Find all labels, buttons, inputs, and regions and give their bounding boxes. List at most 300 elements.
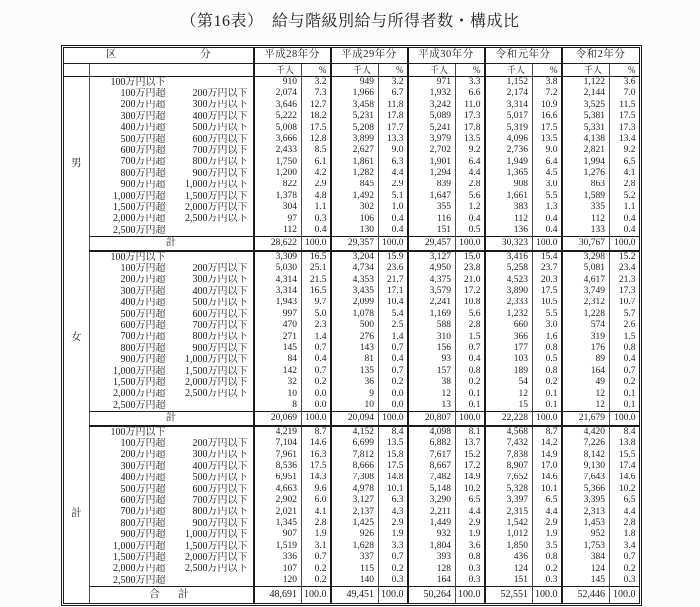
value-thousands: 145 [254,343,302,354]
value-percent: 3.0 [533,320,562,331]
value-thousands: 3,416 [485,251,533,263]
salary-table-container [63,47,640,604]
value-thousands: 3,666 [254,134,302,145]
value-percent: 10.7 [610,298,639,309]
value-thousands: 1,282 [331,168,379,179]
value-percent: 2.9 [379,518,408,529]
value-percent: 8.4 [379,426,408,438]
value-thousands: 7,838 [485,450,533,461]
value-percent: 0.5 [456,225,485,237]
value-percent: 14.8 [379,473,408,484]
value-thousands: 157 [408,366,456,377]
bracket-lower: 800万円超 [120,168,166,179]
total-thousands: 48,691 [254,587,302,604]
bracket-label [89,575,254,587]
bracket-label [89,168,254,179]
value-thousands: 1,228 [562,309,610,320]
value-thousands: 276 [331,332,379,343]
value-percent: 16.3 [302,450,331,461]
value-percent: 17.3 [610,123,639,134]
bracket-upper: 400万円以下 [192,286,248,297]
value-percent: 13.8 [610,438,639,449]
value-thousands: 10 [254,389,302,400]
value-percent: 2.8 [610,518,639,529]
bracket-lower: 1,500万円超 [113,552,166,563]
bracket-label [89,320,254,331]
total-label: 合 計 [89,587,254,604]
value-thousands: 7,961 [254,450,302,461]
total-percent: 100.0 [456,587,485,604]
value-thousands: 12 [562,389,610,400]
bracket-lower: 1,500万円超 [113,377,166,388]
value-thousands: 1,589 [562,191,610,202]
table-row [64,354,639,365]
value-percent: 0.3 [456,575,485,587]
table-row [64,145,639,156]
value-percent: 5.4 [379,309,408,320]
category-header-right: 分 [200,49,211,61]
total-percent: 100.0 [533,587,562,604]
bracket-upper: 200万円以下 [192,438,248,450]
bracket-label [89,180,254,191]
value-percent: 2.8 [610,180,639,191]
table-row [64,332,639,343]
value-thousands: 1,850 [485,541,533,552]
bracket-label [89,473,254,484]
value-thousands: 2,702 [408,145,456,156]
bracket-upper: 900万円以下 [192,168,248,179]
value-thousands: 355 [408,202,456,213]
value-thousands: 3,890 [485,286,533,297]
table-row [64,552,639,563]
value-thousands: 1,943 [254,298,302,309]
total-thousands: 22,228 [485,412,533,426]
value-percent: 0.2 [610,377,639,388]
value-thousands: 1,753 [562,541,610,552]
table-row [64,100,639,111]
value-percent: 0.8 [456,366,485,377]
unit-percent-label: % [456,64,485,77]
value-percent: 2.6 [610,320,639,331]
value-percent: 5.7 [610,309,639,320]
value-percent: 0.4 [456,354,485,365]
value-thousands: 588 [408,320,456,331]
bracket-label [89,377,254,388]
value-percent: 3.0 [533,180,562,191]
value-percent: 0.5 [533,354,562,365]
value-percent: 7.0 [610,88,639,99]
value-thousands: 1,365 [485,168,533,179]
value-thousands: 822 [254,180,302,191]
value-thousands: 116 [408,214,456,225]
value-thousands: 1,122 [562,77,610,89]
value-thousands: 1,200 [254,168,302,179]
value-thousands: 660 [485,320,533,331]
value-thousands: 128 [408,564,456,575]
value-thousands: 574 [562,320,610,331]
value-percent: 5.1 [379,191,408,202]
value-thousands: 7,617 [408,450,456,461]
value-percent: 0.4 [533,214,562,225]
value-percent: 17.7 [379,123,408,134]
bracket-lower: 700万円超 [120,506,166,518]
value-thousands: 7,652 [485,473,533,484]
bracket-lower: 1,000万円超 [113,540,166,552]
units-spacer-group [64,64,89,77]
table-row [64,298,639,309]
value-percent: 23.6 [379,263,408,274]
table-row [64,529,639,540]
value-thousands: 3,298 [562,251,610,263]
value-percent: 3.2 [379,77,408,89]
value-thousands: 2,241 [408,298,456,309]
value-percent: 5.5 [533,309,562,320]
value-thousands: 393 [408,552,456,563]
value-thousands: 1,994 [562,157,610,168]
value-percent: 0.4 [610,214,639,225]
value-thousands: 910 [254,77,302,89]
value-percent: 0.7 [456,343,485,354]
value-percent: 15.2 [456,450,485,461]
value-percent: 4.4 [456,507,485,518]
bracket-lower: 2,000万円超 [113,213,166,225]
value-thousands: 932 [408,529,456,540]
value-thousands: 5,148 [408,484,456,495]
value-thousands: 5,008 [254,123,302,134]
bracket-label [89,263,254,274]
total-percent: 100.0 [302,237,331,251]
value-thousands: 124 [562,564,610,575]
bracket-upper: 800万円以下 [192,331,248,343]
total-thousands: 20,069 [254,412,302,426]
value-thousands: 4,314 [254,275,302,286]
total-percent: 100.0 [610,587,639,604]
value-thousands: 97 [254,214,302,225]
bracket-lower: 700万円超 [120,156,166,168]
value-percent: 2.8 [456,180,485,191]
value-thousands: 135 [331,366,379,377]
value-percent: 0.7 [302,343,331,354]
value-percent: 0.7 [302,552,331,563]
bracket-upper: 300万円以下 [192,449,248,461]
table-row [64,343,639,354]
value-percent: 0.0 [302,400,331,412]
value-percent: 15.0 [456,251,485,263]
page-title: （第16表） 給与階級別給与所得者数・構成比 [180,13,520,30]
value-percent: 1.9 [302,529,331,540]
table-body [64,77,639,604]
value-thousands: 5,241 [408,123,456,134]
value-thousands: 5,258 [485,263,533,274]
total-percent: 100.0 [379,237,408,251]
value-thousands: 1,345 [254,518,302,529]
group-label: 女 [64,251,89,426]
value-percent: 0.3 [610,575,639,587]
bracket-lower: 2,500万円超 [113,400,166,411]
value-thousands: 12 [408,389,456,400]
total-percent: 100.0 [533,237,562,251]
value-percent: 3.6 [456,541,485,552]
value-percent: 10.1 [379,484,408,495]
value-percent: 1.4 [379,332,408,343]
table-units-row [64,64,639,77]
value-thousands: 337 [331,552,379,563]
value-percent: 0.3 [456,564,485,575]
total-thousands: 52,446 [562,587,610,604]
table-row [64,134,639,145]
value-thousands: 143 [331,343,379,354]
value-thousands: 1,542 [485,518,533,529]
table-row [64,251,639,263]
value-thousands: 1,661 [485,191,533,202]
value-thousands: 8,536 [254,461,302,472]
value-percent: 17.8 [456,123,485,134]
value-percent: 14.9 [456,473,485,484]
value-thousands: 89 [562,354,610,365]
value-thousands: 952 [562,529,610,540]
bracket-lower: 500万円超 [120,308,166,320]
total-percent: 100.0 [302,587,331,604]
value-percent: 13.4 [610,134,639,145]
value-thousands: 1,232 [485,309,533,320]
bracket-lower: 100万円以下 [110,76,166,88]
value-percent: 0.1 [456,400,485,412]
value-percent: 10.2 [456,484,485,495]
value-thousands: 4,096 [485,134,533,145]
value-thousands: 5,231 [331,111,379,122]
value-percent: 2.3 [302,320,331,331]
value-percent: 8.5 [302,145,331,156]
value-thousands: 908 [485,180,533,191]
value-percent: 0.7 [379,366,408,377]
value-thousands: 4,420 [562,426,610,438]
bracket-lower: 700万円超 [120,331,166,343]
value-thousands: 500 [331,320,379,331]
value-thousands: 81 [331,354,379,365]
table-row [64,473,639,484]
value-thousands: 130 [331,225,379,237]
value-thousands: 3,242 [408,100,456,111]
value-percent: 21.7 [379,275,408,286]
value-percent: 15.2 [610,251,639,263]
value-percent: 6.3 [379,495,408,506]
value-thousands: 7,482 [408,473,456,484]
bracket-label [89,145,254,156]
bracket-lower: 600万円超 [120,145,166,157]
value-percent: 3.4 [610,541,639,552]
value-thousands: 5,381 [562,111,610,122]
value-percent: 0.1 [456,389,485,400]
value-percent: 3.3 [456,77,485,89]
value-thousands: 145 [562,575,610,587]
value-percent: 0.4 [302,225,331,237]
value-percent: 2.9 [533,518,562,529]
bracket-label [89,88,254,99]
table-row [64,438,639,449]
value-thousands: 470 [254,320,302,331]
value-percent: 1.0 [379,202,408,213]
total-thousands: 21,679 [562,412,610,426]
table-row [64,168,639,179]
value-percent: 0.7 [302,366,331,377]
bracket-upper: 200万円以下 [192,263,248,275]
bracket-lower: 300万円超 [120,286,166,297]
value-thousands: 32 [254,377,302,388]
value-thousands: 1,425 [331,518,379,529]
table-row [64,286,639,297]
total-percent: 100.0 [610,237,639,251]
value-percent: 0.4 [302,354,331,365]
value-percent: 9.2 [610,145,639,156]
table-row [64,180,639,191]
value-percent: 14.2 [533,438,562,449]
total-percent: 100.0 [379,587,408,604]
value-thousands: 2,211 [408,507,456,518]
bracket-lower: 100万円超 [120,438,166,450]
value-thousands: 6,882 [408,438,456,449]
bracket-lower: 100万円超 [120,263,166,275]
value-thousands: 2,333 [485,298,533,309]
bracket-label [89,191,254,202]
bracket-upper: 500万円以下 [192,122,248,134]
value-percent: 0.4 [456,214,485,225]
value-thousands: 2,074 [254,88,302,99]
value-percent: 0.1 [610,389,639,400]
value-percent: 17.4 [610,461,639,472]
value-thousands: 106 [331,214,379,225]
value-percent: 16.5 [302,251,331,263]
value-percent: 17.5 [533,286,562,297]
value-thousands: 7,104 [254,438,302,449]
value-thousands: 1,901 [408,157,456,168]
bracket-label [89,507,254,518]
bracket-label [89,564,254,575]
value-percent: 0.3 [302,214,331,225]
value-percent: 13.7 [456,438,485,449]
value-thousands: 164 [408,575,456,587]
value-percent: 0.0 [379,389,408,400]
value-percent: 0.3 [379,575,408,587]
value-percent: 12.8 [302,134,331,145]
value-thousands: 2,312 [562,298,610,309]
value-thousands: 436 [485,552,533,563]
value-percent: 0.0 [379,400,408,412]
value-percent: 4.3 [379,507,408,518]
value-thousands: 13 [408,400,456,412]
value-thousands: 5,081 [562,263,610,274]
value-thousands: 1,449 [408,518,456,529]
bracket-label [89,438,254,449]
value-thousands: 7,643 [562,473,610,484]
value-thousands: 3,397 [485,495,533,506]
value-thousands: 2,627 [331,145,379,156]
value-percent: 14.3 [302,473,331,484]
value-percent: 0.4 [379,214,408,225]
value-thousands: 107 [254,564,302,575]
value-percent: 15.9 [379,251,408,263]
value-thousands: 9 [331,389,379,400]
bracket-lower: 400万円超 [120,472,166,484]
table-row [64,88,639,99]
value-percent: 7.3 [302,88,331,99]
value-thousands: 7,308 [331,473,379,484]
value-percent: 8.7 [533,426,562,438]
value-thousands: 2,433 [254,145,302,156]
bracket-label [89,518,254,529]
value-thousands: 5,331 [562,123,610,134]
unit-thousand-label: 千人 [408,64,456,77]
bracket-upper: 1,500万円以下 [185,190,248,202]
bracket-label [89,286,254,297]
value-thousands: 907 [254,529,302,540]
value-thousands: 1,647 [408,191,456,202]
value-thousands: 3,979 [408,134,456,145]
value-percent: 2.8 [302,518,331,529]
unit-percent-label: % [379,64,408,77]
value-thousands: 2,144 [562,88,610,99]
value-thousands: 136 [485,225,533,237]
value-thousands: 4,950 [408,263,456,274]
value-percent: 0.8 [533,366,562,377]
value-thousands: 140 [331,575,379,587]
bracket-lower: 500万円超 [120,483,166,495]
bracket-upper: 800万円以下 [192,506,248,518]
value-percent: 11.5 [610,100,639,111]
bracket-label [89,202,254,213]
value-percent: 0.4 [610,225,639,237]
bracket-label [89,157,254,168]
bracket-lower: 400万円超 [120,297,166,309]
bracket-upper: 1,500万円以下 [185,365,248,377]
value-percent: 0.0 [302,389,331,400]
value-thousands: 103 [485,354,533,365]
value-percent: 9.7 [302,298,331,309]
table-header-row [64,48,639,64]
value-thousands: 133 [562,225,610,237]
value-thousands: 971 [408,77,456,89]
value-percent: 17.3 [610,286,639,297]
value-percent: 17.5 [533,123,562,134]
value-percent: 17.5 [379,461,408,472]
value-percent: 21.5 [302,275,331,286]
value-thousands: 383 [485,202,533,213]
table-row [64,495,639,506]
value-percent: 17.5 [302,123,331,134]
unit-percent-label: % [533,64,562,77]
total-percent: 100.0 [610,412,639,426]
value-thousands: 1,966 [331,88,379,99]
value-percent: 20.3 [533,275,562,286]
value-thousands: 5,208 [331,123,379,134]
bracket-label [89,389,254,400]
value-percent: 9.2 [456,145,485,156]
value-percent: 0.4 [610,354,639,365]
table-row [64,202,639,213]
value-percent: 0.4 [533,225,562,237]
value-thousands: 1,276 [562,168,610,179]
value-percent: 16.5 [302,286,331,297]
value-thousands: 176 [562,343,610,354]
value-thousands: 2,315 [485,507,533,518]
value-percent: 23.8 [456,263,485,274]
bracket-lower: 200万円超 [120,274,166,286]
value-percent: 5.5 [533,191,562,202]
value-thousands: 1,169 [408,309,456,320]
value-thousands: 839 [408,180,456,191]
value-thousands: 1,078 [331,309,379,320]
value-percent: 4.4 [379,168,408,179]
bracket-label [89,123,254,134]
